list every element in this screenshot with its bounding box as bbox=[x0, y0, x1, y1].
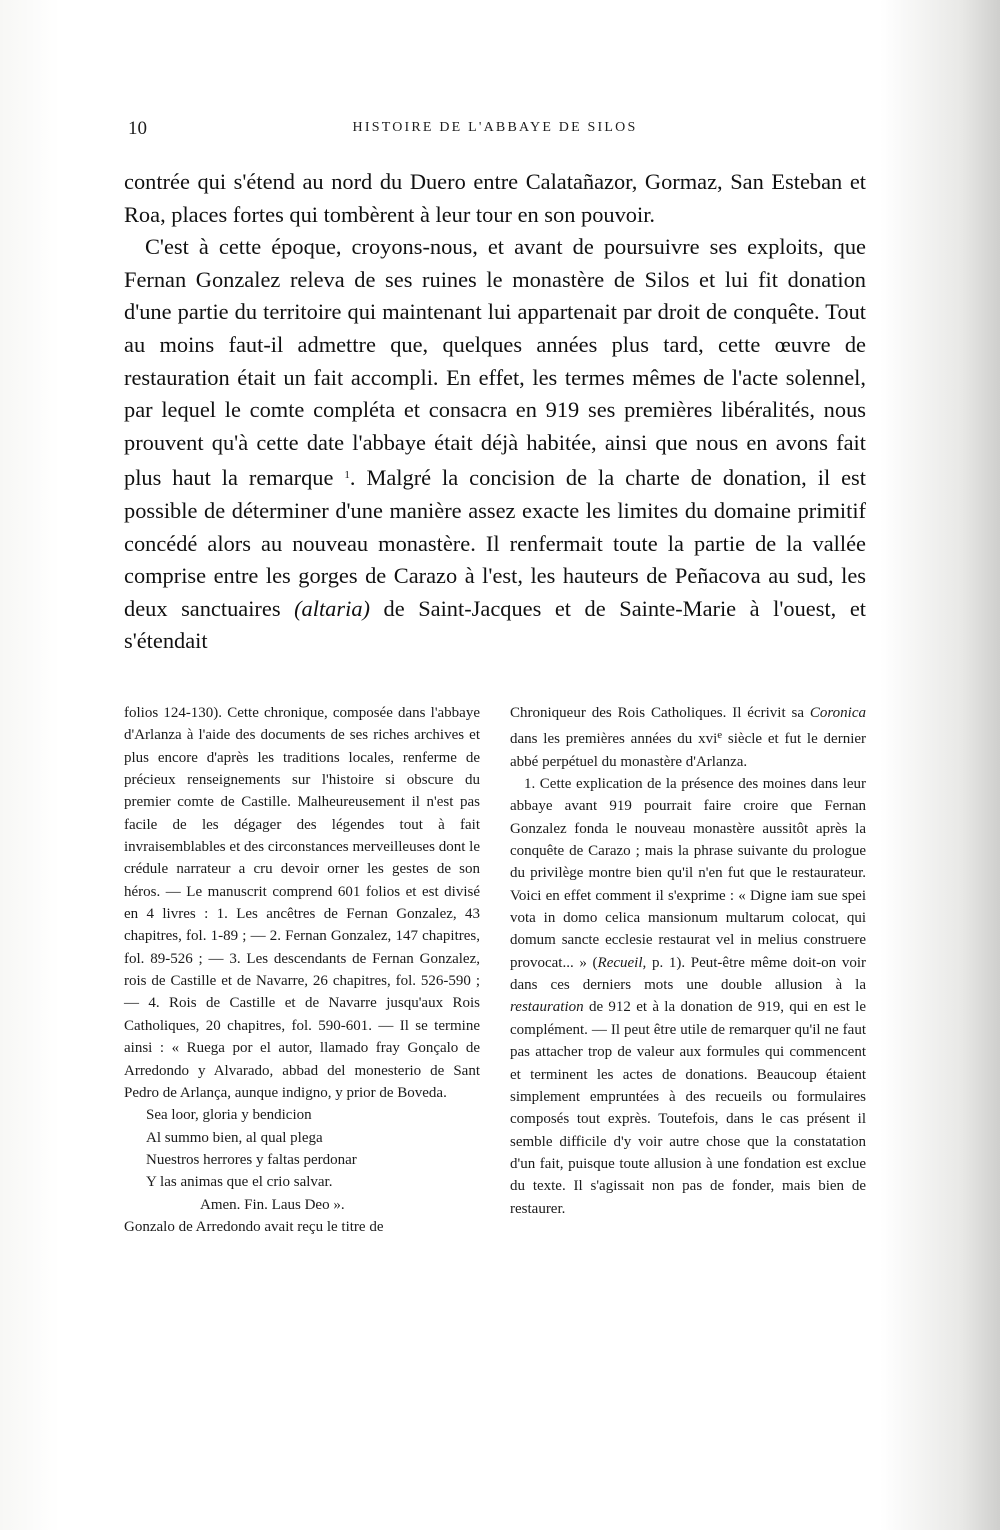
verse-line: Amen. Fin. Laus Deo ». bbox=[200, 1196, 345, 1213]
verse-line: Sea loor, gloria y bendicion bbox=[146, 1107, 312, 1124]
footnote-continuation: folios 124-130). Cette chronique, composée dans l'abbaye d'Arlanza à l'aide des documents de ses riches archives et plus encore d'après les traditions locales, renferme de précieux renseignements sur l'histoire si obscure du premier comte de Castille. Malheureusement il n'est pas facile de les dégager des légendes tout à fait invraisemblables et des circonstances merveilleuses dont le crédule narrateur a cru devoir orner les gestes de son héros. — Le manuscrit comprend 601 folios et est divisé en 4 livres : 1. Les ancêtres de Fernan Gonzalez, 43 chapitres, fol. 1-89 ; — 2. Fernan Gonzalez, 147 chapitres, fol. 89-526 ; — 3. Les descendants de Fernan Gonzalez, rois de Castille et de Navarre, 26 chapitres, fol. 526-590 ; — 4. Rois de Castille et de Navarre jusqu'aux Rois Catholiques, 20 chapitres, fol. 590-601. — Il se termine ainsi : « Ruega por el autor, llamado fray Gonçalo de Arredondo y Alvarado, abbad del monesterio de Sant Pedro de Arlança, aunque indigno, y prior de Boveda. bbox=[124, 705, 480, 1101]
verse-line: Y las animas que el crio salvar. bbox=[146, 1174, 333, 1191]
footnote-continuation-end: Chroniqueur des Rois Catholiques. Il écrivit sa Coronica dans les premières années du xvi$^e$ siècle et fut le dernier abbé perpétuel du monastère d'Arlanza. bbox=[510, 705, 867, 770]
verse-line: Al summo bien, al qual plega bbox=[146, 1129, 323, 1146]
running-title: HISTOIRE DE L'ABBAYE DE SILOS bbox=[352, 120, 638, 135]
footnotes bbox=[124, 702, 866, 1402]
page-number: 10 bbox=[128, 118, 147, 139]
page-header bbox=[124, 118, 866, 142]
footnote-column-right bbox=[510, 702, 866, 1220]
footnote-column-left bbox=[124, 702, 480, 1238]
paragraph-1: contrée qui s'étend au nord du Duero entre Calatañazor, Gormaz, San Esteban et Roa, places fortes qui tombèrent à leur tour en son pouvoir. bbox=[124, 169, 866, 227]
footnote-1: 1. Cette explication de la présence des moines dans leur abbaye avant 919 pourrait faire croire que Fernan Gonzalez fonda le nouveau monastère aussitôt après la conquête de Carazo ; mais la phrase suivante du prologue du privilège montre bien qu'il n'en fut que le restaurateur. Voici en effet comment il s'exprime : « Digne iam sue spei vota in domo celica mansionum multarum colocat, qui domum sancte ecclesie restaurat vel in melius construere provocat... » (Recueil, p. 1). Peut-être même doit-on voir dans ces derniers mots une double allusion à la restauration de 912 et à la donation de 919, qui en est le complément. — Il peut être utile de remarquer qu'il ne faut pas attacher trop de valeur aux formules qui commencent et terminent les actes de donations. Beaucoup étaient simplement empruntées à des recueils ou formulaires composés tout exprès. Toutefois, dans le cas présent il semble difficile d'y voir autre chose que la constatation d'un fait, puisque toute allusion à une fondation est exclue du texte. Il s'agissait non pas de fonder, mais bien de restaurer. bbox=[510, 776, 866, 1217]
footnote-closing-line: Gonzalo de Arredondo avait reçu le titre de bbox=[124, 1218, 384, 1235]
main-text bbox=[124, 166, 866, 658]
paragraph-2: C'est à cette époque, croyons-nous, et avant de poursuivre ses exploits, que Fernan Gonzalez releva de ses ruines le monastère de Silos et lui fit donation d'une partie du territoire qui maintenant lui appartenait par droit de conquête. Tout au moins faut-il admettre que, quelques années plus tard, cette œuvre de restauration était un fait accompli. En effet, les termes mêmes de l'acte solennel, par lequel le comte compléta et consacra en 919 ses premières libéralités, nous prouvent qu'à cette date l'abbaye était déjà habitée, ainsi que nous en avons fait plus haut la remarque $^1$. Malgré la concision de la charte de donation, il est possible de déterminer d'une manière assez exacte les limites du domaine primitif concédé alors au nouveau monastère. Il renfermait toute la partie de la vallée comprise entre les gorges de Carazo à l'est, les hauteurs de Peñacova au sud, les deux sanctuaires (altaria) de Saint-Jacques et de Sainte-Marie à l'ouest, et s'étendait bbox=[124, 234, 866, 654]
verse-quotation bbox=[124, 1104, 480, 1216]
footnote-reference: 1 bbox=[344, 469, 350, 482]
verse-line: Nuestros herrores y faltas perdonar bbox=[146, 1151, 357, 1168]
italic-term: (altaria) bbox=[294, 595, 370, 621]
